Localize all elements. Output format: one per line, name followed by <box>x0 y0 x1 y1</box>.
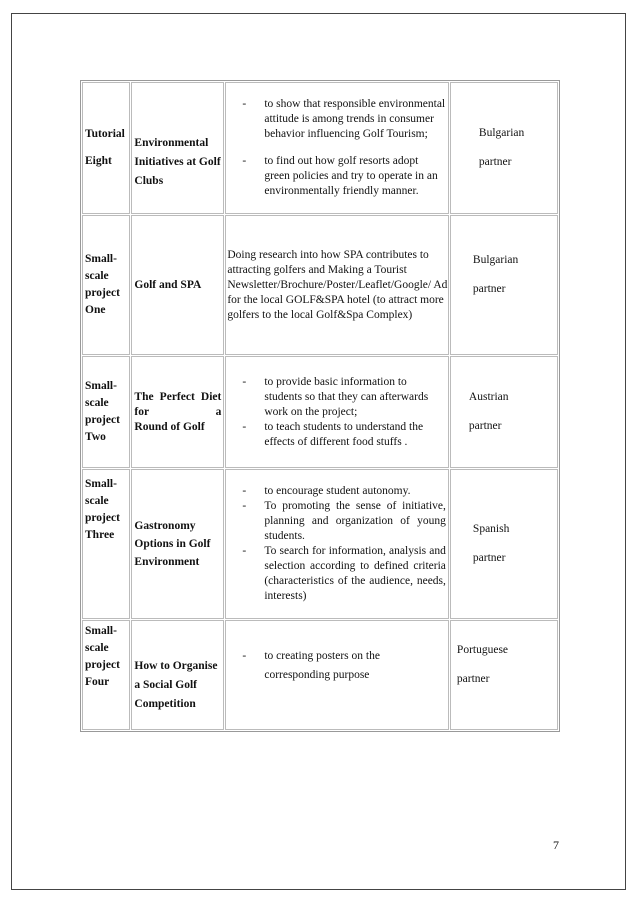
table-row <box>82 469 558 619</box>
row-label-line: scale <box>85 495 109 507</box>
row-label-cell <box>82 215 130 355</box>
partner-country: Spanish <box>472 523 510 535</box>
row-title-cell <box>131 356 224 468</box>
row-label-line: Three <box>85 529 115 541</box>
partner-label: partner <box>478 156 512 168</box>
row-label-line: scale <box>85 642 109 654</box>
table-row <box>82 356 558 468</box>
partner-country: Austrian <box>468 391 509 403</box>
list-item: - To search for information, analysis and selection according to defined criteria (characteristics of the audience, needs, interests) <box>228 544 446 604</box>
list-item: - to teach students to understand the effects of different food stuffs . <box>228 420 446 450</box>
row-label-line: project <box>85 512 120 524</box>
row-label-cell <box>82 620 130 730</box>
row-label-line: Four <box>85 676 110 688</box>
row-description-cell <box>225 215 449 355</box>
row-title: Environmental Initiatives at Golf Clubs <box>134 136 221 187</box>
row-label-line: Two <box>85 431 106 443</box>
partner-country: Bulgarian <box>472 254 519 266</box>
page-number: 7 <box>553 838 559 852</box>
list-item: - to provide basic information to students so that they can afterwards work on the project; <box>228 375 446 420</box>
row-label-line: Small- <box>85 253 117 265</box>
bullet-list <box>228 375 446 450</box>
row-partner-cell <box>450 620 558 730</box>
row-label-line: One <box>85 304 106 316</box>
row-label-line: Small- <box>85 380 117 392</box>
bullet-list <box>228 97 446 199</box>
partner-label: partner <box>472 283 506 295</box>
row-title: Gastronomy Options in Golf Environment <box>134 520 211 568</box>
bullet-list <box>228 647 446 685</box>
partner-country: Portuguese <box>456 644 509 656</box>
row-title-cell <box>131 469 224 619</box>
partner-label: partner <box>456 673 490 685</box>
row-description: Doing research into how SPA contributes to attracting golfers and Making a Tourist Newsletter/Brochure/Poster/Leaflet/Google/ Ad for the local GOLF&SPA hotel (to attract more golfers to the local Golf&Spa Complex) <box>227 248 448 321</box>
row-label-cell <box>82 356 130 468</box>
row-description-cell <box>225 82 449 214</box>
list-item: - to find out how golf resorts adopt green policies and try to operate in an environmentally friendly manner. <box>228 154 446 199</box>
row-partner-cell <box>450 215 558 355</box>
row-partner-cell <box>450 82 558 214</box>
row-partner-cell <box>450 469 558 619</box>
partner-country: Bulgarian <box>478 127 525 139</box>
row-label-line: scale <box>85 397 109 409</box>
row-label-line: scale <box>85 270 109 282</box>
row-label-line: project <box>85 659 120 671</box>
row-label-cell <box>82 469 130 619</box>
row-title-cell <box>131 215 224 355</box>
project-schedule-table <box>80 80 560 732</box>
table-row <box>82 82 558 214</box>
bullet-list <box>228 484 446 604</box>
row-label-line: Eight <box>85 155 112 167</box>
row-label-line: Tutorial <box>85 128 125 140</box>
row-partner-cell <box>450 356 558 468</box>
row-title: How to Organise a Social Golf Competition <box>134 659 218 710</box>
partner-label: partner <box>472 552 506 564</box>
row-label-line: project <box>85 414 120 426</box>
row-label-line: project <box>85 287 120 299</box>
row-title-line: Round of Golf <box>134 420 205 433</box>
row-title-cell <box>131 82 224 214</box>
row-description-cell <box>225 356 449 468</box>
table-row <box>82 620 558 730</box>
row-label-line: Small- <box>85 478 117 490</box>
row-title: Golf and SPA <box>134 278 202 291</box>
row-title-line: The Perfect Diet for a <box>134 390 222 418</box>
partner-label: partner <box>468 420 502 432</box>
table-row <box>82 215 558 355</box>
list-item: - to encourage student autonomy. <box>228 484 446 499</box>
row-label-cell <box>82 82 130 214</box>
row-label-line: Small- <box>85 625 117 637</box>
row-description-cell <box>225 620 449 730</box>
row-description-cell <box>225 469 449 619</box>
row-title-cell <box>131 620 224 730</box>
list-item: - to creating posters on the corresponding purpose <box>228 647 446 685</box>
list-item: - to show that responsible environmental attitude is among trends in consumer behavior influencing Golf Tourism; <box>228 97 446 142</box>
list-item: - To promoting the sense of initiative, planning and organization of young students. <box>228 499 446 544</box>
